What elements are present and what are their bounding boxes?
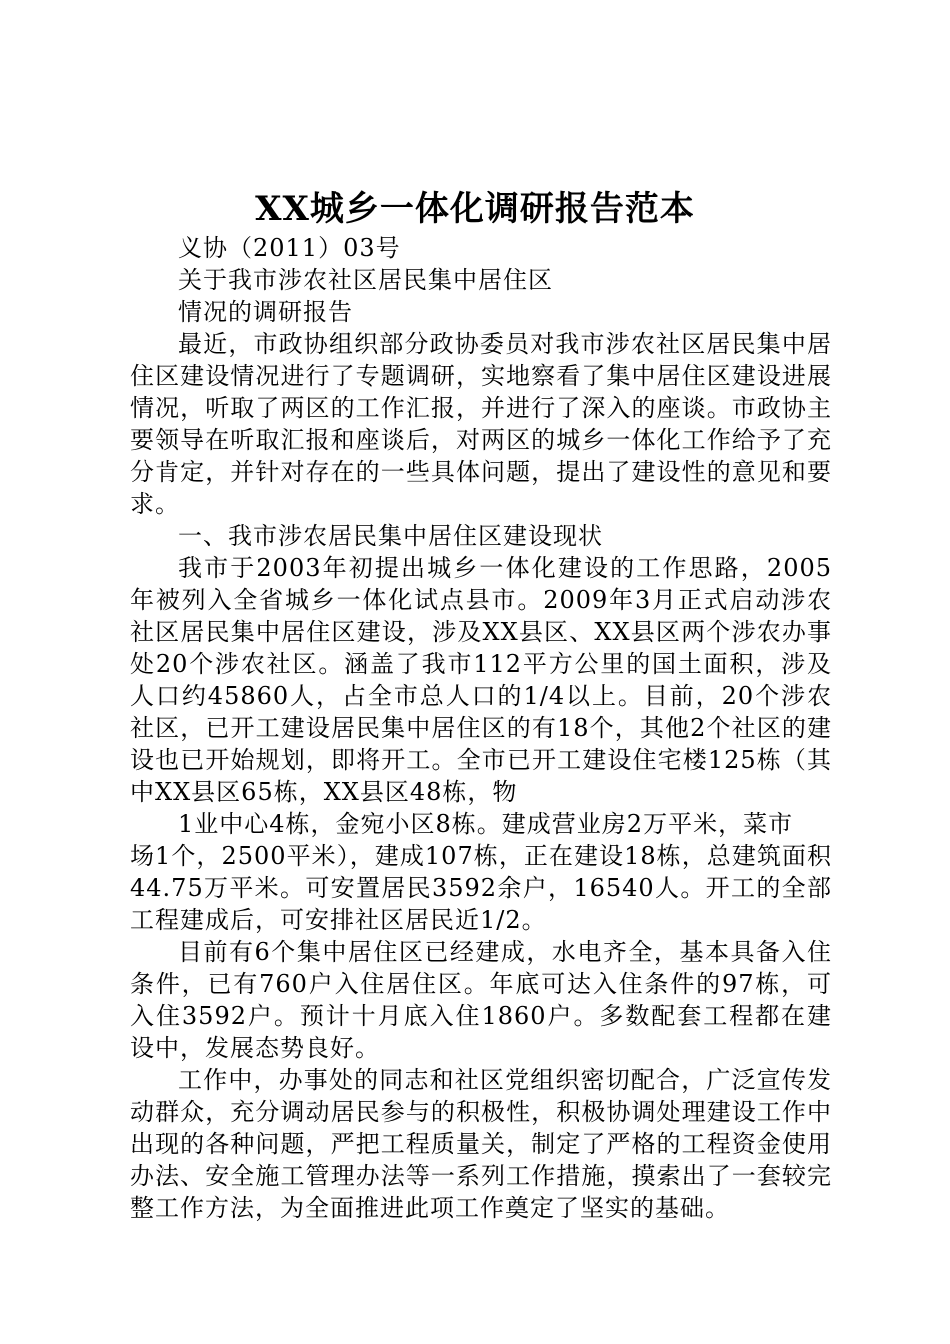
document-title: XX城乡一体化调研报告范本 [255, 189, 695, 229]
report-subtitle-line2: 情况的调研报告 [178, 298, 353, 326]
work-paragraph: 工作中，办事处的同志和社区党组织密切配合，广泛宣传发动群众，充分调动居民参与的积极性，积极协调处理建设工作中出现的各种问题，严把工程质量关，制定了严格的工程资金使用办法、安全施工管理办法等一系列工作措施，摸索出了一套较完整工作方法，为全面推进此项工作奠定了坚实的基础。 [130, 1066, 832, 1222]
status-continuation-first-line: 1业中心4栋，金宛小区8栋。建成营业房2万平米，菜市 [178, 810, 794, 838]
document-body [130, 232, 832, 1224]
progress-paragraph: 目前有6个集中居住区已经建成，水电齐全，基本具备入住条件，已有760户入住居住区。年底可达入住条件的97栋，可入住3592户。预计十月底入住1860户。多数配套工程都在建设中，发展态势良好。 [130, 938, 832, 1062]
intro-paragraph: 最近，市政协组织部分政协委员对我市涉农社区居民集中居住区建设情况进行了专题调研，实地察看了集中居住区建设进展情况，听取了两区的工作汇报，并进行了深入的座谈。市政协主要领导在听取汇报和座谈后，对两区的城乡一体化工作给予了充分肯定，并针对存在的一些具体问题，提出了建设性的意见和要求。 [130, 330, 832, 518]
document-number: 义协（2011）03号 [178, 234, 401, 262]
report-subtitle-line1: 关于我市涉农社区居民集中居住区 [178, 266, 553, 294]
status-paragraph: 我市于2003年初提出城乡一体化建设的工作思路，2005年被列入全省城乡一体化试点县市。2009年3月正式启动涉农社区居民集中居住区建设，涉及XX县区、XX县区两个涉农办事处20个涉农社区。涵盖了我市112平方公里的国土面积，涉及人口约45860人，占全市总人口的1/4以上。目前，20个涉农社区，已开工建设居民集中居住区的有18个，其他2个社区的建设也已开始规划，即将开工。全市已开工建设住宅楼125栋（其中XX县区65栋，XX县区48栋，物 [130, 554, 832, 806]
status-continuation: 场1个，2500平米），建成107栋，正在建设18栋，总建筑面积44.75万平米。可安置居民3592余户，16540人。开工的全部工程建成后，可安排社区居民近1/2。 [130, 842, 832, 934]
section-heading: 一、我市涉农居民集中居住区建设现状 [178, 522, 603, 550]
